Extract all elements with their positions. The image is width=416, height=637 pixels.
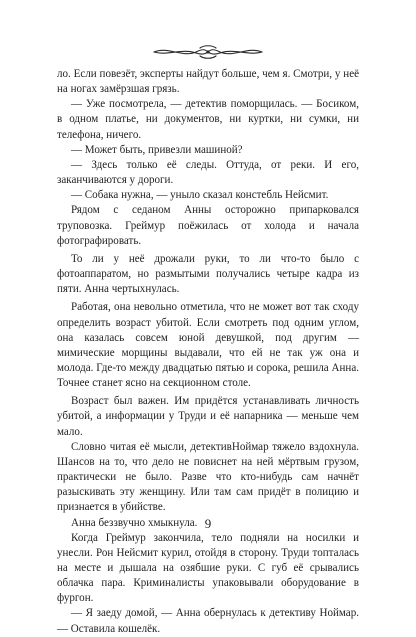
paragraph: Работая, она невольно отметила, что не может вот так сходу определить возраст убитой. Если смотреть под одним углом, она казалась совсем юной девушкой, под другим — мимические морщины выдавали, что ей не так уж она и молода. Где-то между двадцатью пятью и сорока, решила Анна. Точнее станет ясно на секционном столе.	[57, 301, 359, 390]
paragraph: Анна беззвучно хмыкнула.	[71, 516, 198, 529]
paragraph: Словно читая её мысли, детективНоймар тяжело вздохнула. Шансов на то, что дело не повиснет на ней мёртвым грузом, практически не было. Разве что кто-нибудь сам начнёт разыскивать эту женщину. Или там сам придёт в полицию и признается в убийстве.	[57, 440, 359, 514]
paragraph: — Собака нужна, — уныло сказал констебль Нейсмит.	[71, 189, 329, 202]
paragraph: Когда Греймур закончила, тело подняли на носилки и унесли. Рон Нейсмит курил, отойдя в сторону. Труди топталась на месте и дышала на озябшие руки. С губ её срывались облачка пара. Криминалисты упаковывали оборудование в фургон.	[57, 531, 359, 605]
page-number: 9	[204, 516, 212, 531]
paragraph: То ли у неё дрожали руки, то ли что-то было с фотоаппаратом, но размытыми получались четыре кадра из пяти. Анна чертыхнулась.	[57, 252, 359, 296]
paragraph: — Уже посмотрела, — детектив поморщилась. — Босиком, в одном платье, ни документов, ни куртки, ни сумки, ни телефона, ничего.	[57, 98, 359, 141]
paragraph: — Я заеду домой, — Анна обернулась к детективу Ноймар. — Оставила кошелёк.	[57, 607, 359, 635]
paragraph: ло. Если повезёт, эксперты найдут больше, чем я. Смотри, у неё на ногах замёрзшая грязь.	[57, 68, 359, 96]
paragraph: Рядом с седаном Анны осторожно припарковался труповозка. Греймур поёжилась от холода и начала фотографировать.	[57, 204, 359, 247]
page-body-text	[57, 67, 359, 637]
decorative-flourish-icon	[0, 42, 416, 64]
paragraph: — Здесь только её следы. Оттуда, от реки. И его, заканчиваются у дороги.	[57, 158, 359, 187]
paragraph: Возраст был важен. Им придётся устанавливать личность убитой, а информации у Труди и её напарника — меньше чем мало.	[57, 395, 359, 438]
paragraph: — Может быть, привезли машиной?	[71, 143, 243, 156]
